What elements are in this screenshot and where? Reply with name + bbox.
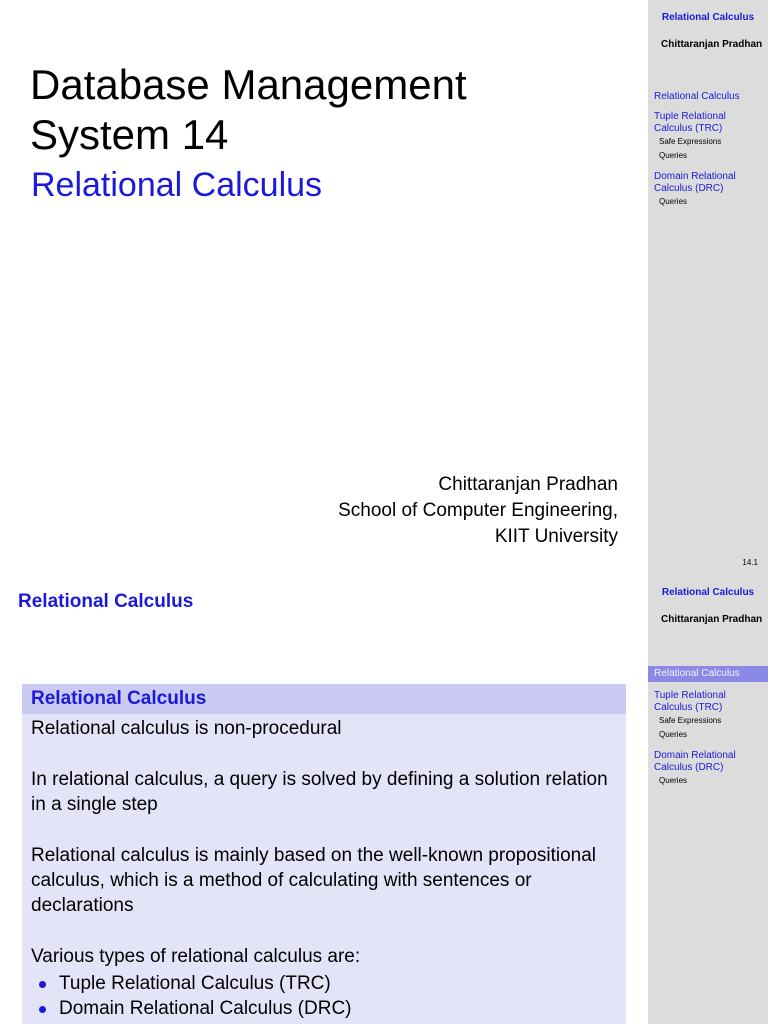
sidebar bbox=[648, 575, 768, 1024]
calculus-types-list bbox=[31, 971, 617, 1021]
list-item-trc: Tuple Relational Calculus (TRC) bbox=[59, 971, 617, 996]
paragraph-3: Relational calculus is mainly based on the well-known propositional calculus, which is a method of calculating with sentences or declarations bbox=[31, 845, 597, 916]
toc-subitem-trc-queries[interactable]: Queries bbox=[659, 151, 688, 160]
definition-block bbox=[22, 684, 626, 1024]
toc-item-relational-calculus-active[interactable]: Relational Calculus bbox=[648, 666, 768, 682]
presentation-title bbox=[30, 60, 630, 160]
sidebar-title[interactable]: Relational Calculus bbox=[661, 587, 755, 598]
sidebar-toc bbox=[654, 666, 764, 788]
content-slide bbox=[0, 575, 768, 1024]
toc-subitem-safe-expressions[interactable]: Safe Expressions bbox=[659, 137, 722, 146]
paragraph-4: Various types of relational calculus are: bbox=[31, 946, 361, 967]
toc-item-trc[interactable]: Tuple Relational Calculus (TRC) bbox=[654, 111, 726, 134]
sidebar bbox=[648, 0, 768, 575]
list-item-drc: Domain Relational Calculus (DRC) bbox=[59, 996, 617, 1021]
block-title: Relational Calculus bbox=[22, 684, 626, 714]
affiliation-line-2: KIIT University bbox=[494, 526, 618, 547]
title-line-1: Database Management bbox=[30, 61, 467, 108]
sidebar-author: Chittaranjan Pradhan bbox=[661, 614, 763, 625]
author-name: Chittaranjan Pradhan bbox=[438, 474, 618, 495]
toc-subitem-safe-expressions[interactable]: Safe Expressions bbox=[659, 716, 722, 725]
affiliation-line-1: School of Computer Engineering, bbox=[338, 500, 618, 521]
sidebar-author: Chittaranjan Pradhan bbox=[661, 39, 763, 50]
toc-subitem-trc-queries[interactable]: Queries bbox=[659, 730, 688, 739]
paragraph-1: Relational calculus is non-procedural bbox=[31, 718, 342, 739]
toc-subitem-drc-queries[interactable]: Queries bbox=[659, 776, 688, 785]
toc-item-relational-calculus[interactable]: Relational Calculus bbox=[654, 91, 740, 102]
sidebar-toc bbox=[654, 91, 764, 209]
title-line-2: System 14 bbox=[30, 111, 229, 158]
sidebar-title[interactable]: Relational Calculus bbox=[661, 12, 755, 23]
toc-subitem-drc-queries[interactable]: Queries bbox=[659, 197, 688, 206]
presentation-subtitle: Relational Calculus bbox=[31, 166, 323, 204]
toc-item-drc[interactable]: Domain Relational Calculus (DRC) bbox=[654, 171, 736, 194]
paragraph-2: In relational calculus, a query is solved by defining a solution relation in a single step bbox=[31, 769, 608, 815]
toc-item-trc[interactable]: Tuple Relational Calculus (TRC) bbox=[654, 690, 726, 713]
slide-number: 14.1 bbox=[742, 558, 758, 567]
block-body bbox=[22, 714, 626, 1021]
toc-item-drc[interactable]: Domain Relational Calculus (DRC) bbox=[654, 750, 736, 773]
author-block bbox=[338, 472, 618, 550]
frame-title: Relational Calculus bbox=[18, 591, 194, 612]
